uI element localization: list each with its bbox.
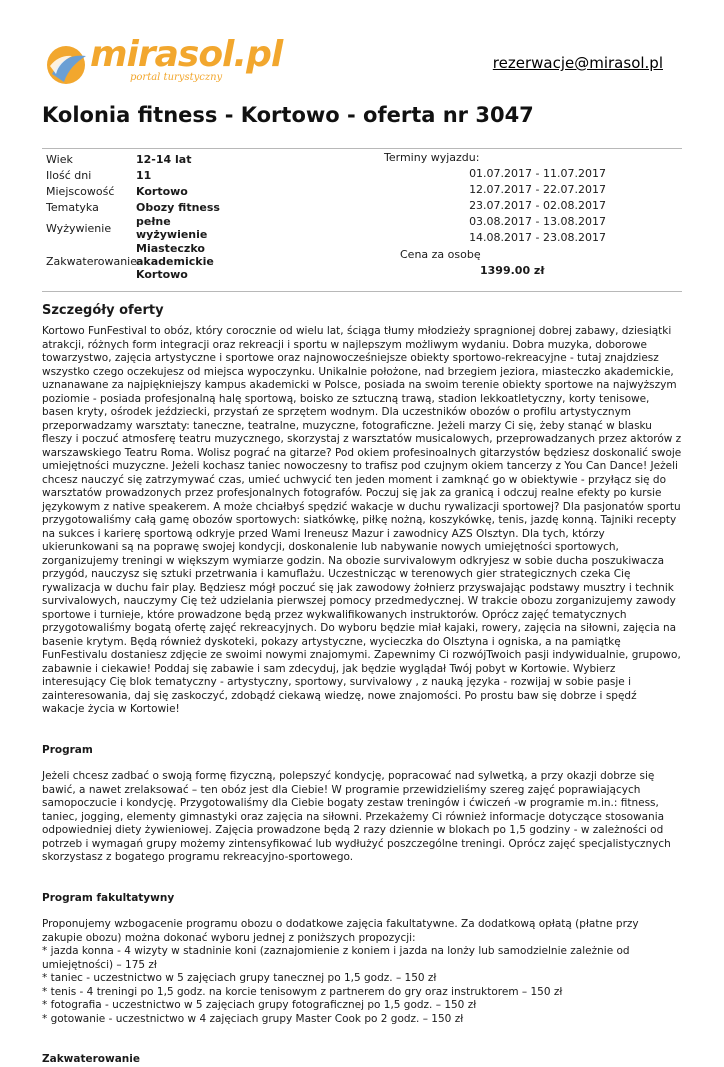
divider-bottom xyxy=(42,291,682,292)
trip-date: 23.07.2017 - 02.08.2017 xyxy=(469,199,606,212)
page-title: Kolonia fitness - Kortowo - oferta nr 3047 xyxy=(42,103,534,127)
logo-tagline: portal turystyczny xyxy=(130,72,223,83)
divider-top xyxy=(42,148,682,149)
trip-date: 12.07.2017 - 22.07.2017 xyxy=(469,183,606,196)
details-title: Szczegóły oferty xyxy=(42,303,164,318)
info-value: Kortowo xyxy=(136,184,188,198)
email-link[interactable]: rezerwacje@mirasol.pl xyxy=(492,54,663,72)
info-label: Ilość dni xyxy=(46,168,92,182)
info-row-meals xyxy=(44,215,374,241)
info-row-location xyxy=(44,183,374,199)
info-row-age xyxy=(44,151,374,167)
info-value: Obozy fitness xyxy=(136,200,220,214)
list-item: * jazda konna - 4 wizyty w stadninie koni (zaznajomienie z koniem i jazda na lonży lub samodzielnie zależnie od umiejętności) – 175 zł xyxy=(42,945,630,971)
details-intro: Kortowo FunFestival to obóz, który corocznie od wielu lat, ściąga tłumy młodzieży spragnionej dobrej zabawy, dziesiątki atrakcji, różnych form integracji oraz rekreacji i sportu w najlepszym możliwym wydaniu. Dobra muzyka, doborowe towarzystwo, zajęcia artystyczne i sportowe oraz najnowocześniejsze obiekty sportowo-rekreacyjne - tutaj znajdziesz wszystko czego oczekujesz od miejsca wypoczynku. Unikalnie położone, nad brzegiem jeziora, miasteczko akademickie, uznanawane za najpiękniejszy kampus akademicki w Polsce, posiada na swoim terenie obiekty sportowe na najwyższym poziomie - posiada profesjonalną halę sportową, boisko ze sztuczną trawą, stadion lekkoatletyczny, korty tenisowe, basen kryty, ośrodek jeździecki, przystań ze sprzętem wodnym. Dla uczestników obozów o profilu artystycznym przeporwadzamy warsztaty: taneczne, teatralne, muzyczne, fotograficzne. Jeżeli marzy Ci się, żeby stanąć w blasku fleszy i poczuć atmosferę teatru muzycznego, skorzystaj z warsztatów musicalowych, przeprowadzanych przez aktorów z warszawskiego Teatru Roma. Wolisz pograć na gitarze? Pod okiem profesinoalnych gitarzystów będziesz doskonalić swoje umiejętności muzyczne. Jeżeli kochasz taniec nowoczesny to trafisz pod czujnym okiem tancerzy z You Can Dance! Jeżeli chcesz nauczyć się zatrzymywać czas, umieć uchwycić ten jeden moment i zamknąć go w obiektywie - przyłącz się do warsztatów prowadzonych przez profesjonalnych fotografów. Poczuj się jak za granicą i odczuj realne efekty po kursie językowym z native speakerem. A może chciałbyś spędzić wakacje w duchu rywalizacji sportowej? Dla pasjonatów sportu przygotowaliśmy całą gamę obozów sportowych: siatkówkę, piłkę nożną, koszykówkę, tenis, jazdę konną. Tajniki recepty na sukces i karierę sportową odkryje przed Wami Ireneusz Mazur i zawodnicy AZS Olsztyn. Dla tych, którzy ukierunkowani są na poprawę swojej kondycji, doskonalenie lub nabywanie nowych umiejętności sportowych, zorganizujemy treningi w większym wymiarze godzin. Na obozie survivalowym odkryjesz w sobie ducha poszukiwacza przygód, nauczysz się sztuki przetrwania i kamuflażu. Uczestnicząc w terenowych gier strategicznych czeka Cię rywalizacja w duchu fair play. Będziesz mógł poczuć się jak zawodowy żołnierz przyswajając podstawy musztry i technik survivalowych, nauczymy Cię też udzielania pierwszej pomocy przedmedycznej. W trakcie obozu zorganizujemy zawody sportowe i turnieje, które prowadzone będą przez wykwalifikowanych instruktorów. Oprócz zajęć tematycznych przygotowaliśmy bogatą ofertę zajęć rekreacyjnych. Do wyboru będzie miał kajaki, rowery, zajęcia na siłowni, zajęcia na basenie krytym. Będą również dyskoteki, pokazy artystyczne, wycieczka do Olsztyna i ogniska, a na pamiątkę FunFestivalu dostaniesz zdjęcie ze swoimi nowymi znajomymi. Zapewnimy Ci rozwójTwoich pasji indywidualnie, grupowo, zabawnie i ciekawie! Poddaj się zabawie i sam zdecyduj, jak będzie wyglądał Twój pobyt w Kortowie. Wybierz interesujący Cię blok tematyczny - artystyczny, sportowy, survivalowy , z nauką języka - rozwijaj w sobie pasje i zainteresowania, daj się zaskoczyć, zdobądź ciekawą wiedzę, nowe znajomości. Po prostu baw się dobrze i spędź wakacje życia w Kortowie! xyxy=(42,325,682,715)
list-item: * gotowanie - uczestnictwo w 4 zajęciach grupy Master Cook po 2 godz. – 150 zł xyxy=(42,1012,464,1025)
price-value: 1399.00 zł xyxy=(480,264,545,277)
list-item: * taniec - uczestnictwo w 5 zajęciach grupy tanecznej po 1,5 godz. – 150 zł xyxy=(42,972,437,984)
logo[interactable] xyxy=(42,34,283,88)
trip-dates-label: Terminy wyjazdu: xyxy=(384,151,480,164)
program-text: Jeżeli chcesz zadbać o swoją formę fizyczną, polepszyć kondycję, popracować nad sylwetką, a przy okazji dobrze się bawić, a nawet zrelaksować – ten obóz jest dla Ciebie! W programie przewidzieliśmy szereg zajęć poprawiających samopoczucie i kondycję. Przygotowaliśmy dla Ciebie bogaty zestaw treningów i ćwiczeń -w programie m.in.: fitness, taniec, jogging, elementy gimnastyki oraz zajęcia na siłowni. Przekażemy Ci również informacje dotyczące stosowania odpowiedniej diety żywieniowej. Zajęcia prowadzone będą 2 razy dziennie w blokach po 1,5 godziny - w zależności od potrzeb i wymagań grupy możemy zintensyfikować lub wydłużyć poszczególne treningi. Oprócz zajęć specjalistycznych skorzystasz z bogatego programu rekreacyjno-sportowego. xyxy=(42,770,671,863)
info-label: Tematyka xyxy=(46,200,99,214)
program-heading: Program xyxy=(42,743,93,756)
info-label: Wyżywienie xyxy=(46,221,112,235)
info-label: Zakwaterowanie xyxy=(46,254,138,268)
info-value: 12-14 lat xyxy=(136,152,192,166)
price-label: Cena za osobę xyxy=(400,248,481,261)
info-value: 11 xyxy=(136,168,152,182)
trip-date: 03.08.2017 - 13.08.2017 xyxy=(469,215,606,228)
trip-dates xyxy=(384,151,684,247)
logo-wordmark: mirasol.pl xyxy=(90,34,283,75)
offer-details xyxy=(42,325,682,1067)
info-label: Miejscowość xyxy=(46,184,115,198)
optional-program-list xyxy=(42,945,682,1026)
offer-info-table xyxy=(44,151,374,281)
info-value: pełne wyżywienie xyxy=(136,215,208,241)
list-item: * fotografia - uczestnictwo w 5 zajęciach grupy fotograficznej po 1,5 godz. – 150 zł xyxy=(42,999,477,1011)
info-row-accommodation xyxy=(44,241,374,281)
trip-date: 01.07.2017 - 11.07.2017 xyxy=(469,167,606,180)
info-row-theme xyxy=(44,199,374,215)
accommodation-heading: Zakwaterowanie xyxy=(42,1053,140,1065)
trip-date: 14.08.2017 - 23.08.2017 xyxy=(469,231,606,244)
info-row-days xyxy=(44,167,374,183)
list-item: * tenis - 4 treningi po 1,5 godz. na korcie tenisowym z partnerem do gry oraz instruktorem – 150 zł xyxy=(42,985,563,998)
optional-program-heading: Program fakultatywny xyxy=(42,891,175,904)
sun-logo-icon xyxy=(42,40,92,86)
optional-program-intro: Proponujemy wzbogacenie programu obozu o dodatkowe zajęcia fakultatywne. Za dodatkową opłatą (płatne przy zakupie obozu) można dokonać wyboru jednej z poniższych propozycji: xyxy=(42,918,639,944)
info-label: Wiek xyxy=(46,152,73,166)
info-value: Miasteczko akademickie Kortowo xyxy=(136,241,214,281)
